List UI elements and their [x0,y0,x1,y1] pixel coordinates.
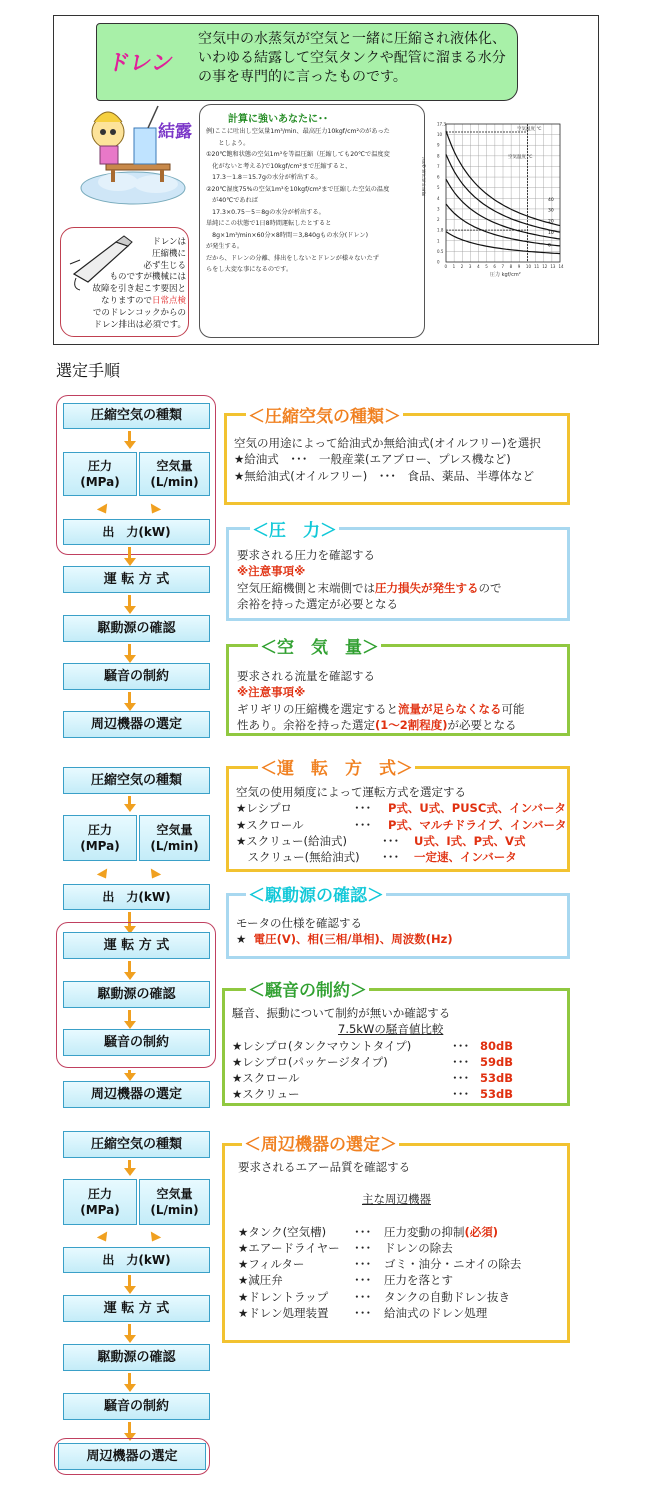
box-operation-title: ＜運 転 方 式＞ [258,754,415,779]
graph-ytick: 1 [437,238,440,244]
graph-ylabel: 飽和水蒸気量 g/m³ [422,157,427,196]
flow3-step-airflow: 空気量 (L/min) [139,1179,210,1225]
graph-xtick: 2 [460,264,464,269]
flow1-step-kind: 圧縮空気の種類 [63,403,210,429]
graph-xtick: 12 [542,264,548,269]
ketsuro-label: 結露 [158,122,192,142]
box-airflow-title: ＜空 気 量＞ [258,633,381,658]
saturation-graph [422,116,566,282]
box-drive-title: ＜駆動源の確認＞ [246,881,386,906]
drain-note-text: ドレンは 圧縮機に 必ず生じる ものですが機械には 故障を引き起こす要因と なりますので日常点検 でのドレンコックからの ドレン排出は必須です。 [92,237,186,330]
flow2-step-noise: 騒音の制約 [63,1029,210,1056]
flow3-step-kind: 圧縮空気の種類 [63,1131,210,1158]
graph-curve-label: 40 [548,198,554,204]
graph-xtick: 9 [517,264,521,269]
flow2-step-kind: 圧縮空気の種類 [63,767,210,794]
flow2-step-output: 出 力(kW) [63,884,210,910]
graph-curve-label: 20 [548,219,554,225]
graph-ytick: 9 [437,142,440,148]
graph-ytick: 8 [437,153,440,159]
graph-xtick: 6 [493,264,496,269]
box-kind-title: ＜圧縮空気の種類＞ [246,402,403,427]
graph-ytick: 5 [437,185,440,191]
graph-ytick: 10 [437,132,443,138]
flow1-step-airflow: 空気量 (L/min) [139,452,210,496]
graph-legend-2: 空気温度 ℃ [508,155,533,160]
box-operation-body: 空気の使用頻度によって運転方式を選定する ★レシプロ ･･･ P式、U式、PUSC式、インバータ ★スクロール ･･･ P式、マルチドライブ、インバータ ★スクリュー(給油式) ･･･ U式、I式、P式、V式 スクリュー(無給油式) ･･･ 一定速、インバータ [236,785,567,865]
flow1-step-noise: 騒音の制約 [63,663,210,690]
graph-xtick: 14 [558,264,564,269]
calc-title: 計算に強いあなたに･･ [228,114,328,125]
graph-ytick: 17.3 [437,121,446,127]
flow1-step-drive: 駆動源の確認 [63,615,210,642]
graph-ytick: 3 [437,206,440,212]
box-drive-body: モータの仕様を確認する ★ 電圧(V)、相(三相/単相)、周波数(Hz) [236,916,453,947]
graph-xtick: 8 [509,264,513,269]
flow2-step-peripheral: 周辺機器の選定 [63,1081,210,1108]
flow1-step-output: 出 力(kW) [63,519,210,545]
banner-text: 空気中の水蒸気が空気と一緒に圧縮され液体化、 いわゆる結露して空気タンクや配管に溜まる水分 の事を専門的に言ったものです。 [198,31,506,85]
box-noise-title: ＜騒音の制約＞ [246,976,369,1001]
flow3-step-output: 出 力(kW) [63,1247,210,1273]
graph-xtick: 13 [550,264,556,269]
box-pressure-title: ＜圧 力＞ [250,516,339,541]
mascot-illustration [78,96,198,208]
flow1-step-operation: 運 転 方 式 [63,566,210,593]
flow2-step-airflow: 空気量 (L/min) [139,815,210,861]
graph-xtick: 10 [525,264,532,269]
graph-ytick: 1.8 [437,227,444,233]
graph-ytick: 4 [437,195,440,201]
flow2-step-drive: 駆動源の確認 [63,981,210,1008]
box-peripheral-body: 要求されるエアー品質を確認する 主な周辺機器 ★タンク(空気槽) ･･･ 圧力変動の抑制 (必須) ★エアードライヤー ･･･ ドレンの除去 ★フィルター ･･･ ゴミ・油分・ニオイの除去 ★減圧弁 ･･･ 圧力を落とす ★ドレントラップ ･･･ タンクの自動ドレン抜き ★ドレン処理装置 ･･･ 給油式のドレン処理 [238,1160,522,1321]
box-pressure-body: 要求される圧力を確認する ※注意事項※ 空気圧縮機側と末端側では圧力損失が発生するので 余裕を持った選定が必要となる [237,548,502,611]
procedure-title: 選定手順 [56,361,121,380]
flow3-step-drive: 駆動源の確認 [63,1344,210,1371]
box-peripheral-title: ＜周辺機器の選定＞ [242,1130,399,1155]
graph-xtick: 1 [452,264,456,269]
graph-legend-1: 空気温度 ℃ [517,127,542,132]
graph-curve-label: 10 [548,230,554,236]
graph-curve-label: 0 [548,243,551,249]
box-kind-body: 空気の用途によって給油式か無給油式(オイルフリー)を選択 ★給油式 ･･･ 一般産業(エアブロー、プレス機など) ★無給油式(オイルフリー) ･･･ 食品、薬品、半導体など [234,436,541,483]
box-airflow-body: 要求される流量を確認する ※注意事項※ ギリギリの圧縮機を選定すると流量が足らなくなる可能 性あり。余裕を持った選定(1～2割程度)が必要となる [237,669,525,732]
flow2-step-pressure: 圧力 (MPa) [63,815,137,861]
graph-xtick: 3 [468,264,472,269]
graph-ytick: 6 [437,174,440,180]
box-noise-body: 騒音、振動について制約が無いか確認する 7.5kWの騒音値比較 ★レシプロ(タンクマウントタイプ) ･･･ 80dB ★レシプロ(パッケージタイプ) ･･･ 59dB ★スクロール ･･･ 53dB ★スクリュー ･･･ 53dB [232,1006,514,1102]
graph-ytick: 7 [437,163,440,169]
graph-curve-label: 30 [548,208,554,214]
graph-xtick: 4 [477,264,480,269]
graph-ytick: 0.5 [437,248,444,254]
graph-xtick: 0 [444,264,448,269]
flow3-step-noise: 騒音の制約 [63,1393,210,1420]
graph-xtick: 7 [501,264,505,269]
graph-xtick: 5 [485,264,488,269]
flow3-step-pressure: 圧力 (MPa) [63,1179,137,1225]
flow3-step-operation: 運 転 方 式 [63,1295,210,1322]
graph-xtick: 11 [534,264,540,269]
graph-ytick: 2 [437,217,440,223]
calc-body: 例)ここに吐出し空気量1m³/min、最高圧力10kgf/cm²のがあった としよう。 ①20℃飽和状態の空気1m³を等温圧縮（圧縮しても20℃で温度変 化がないと考える)で10kgf/cm²まで圧縮すると、 17.3－1.8＝15.7gの水分が析出する。 ②20℃湿度75%の空気1m³を10kgf/cm²まで圧縮した空気の温度 が40℃であれば 17.3×0.75－5＝8gの水分が析出する。 単純にこの状態で1日8時間運転したとすると 8g×1m³/min×60分×8時間＝3,840gもの水分(ドレン) が発生する。 だから、ドレンの分離、排出をしないとドレンが様々ないたず らをし大変な事になるのです。 [206,128,390,273]
flow1-step-pressure: 圧力 (MPa) [63,452,137,496]
banner-title: ドレン [105,51,176,76]
graph-xlabel: 圧力 kgf/cm² [490,272,521,278]
flow3-step-peripheral: 周辺機器の選定 [58,1443,206,1470]
graph-ytick: 0 [437,259,440,265]
flow1-step-peripheral: 周辺機器の選定 [63,711,210,738]
flow2-step-operation: 運 転 方 式 [63,932,210,959]
